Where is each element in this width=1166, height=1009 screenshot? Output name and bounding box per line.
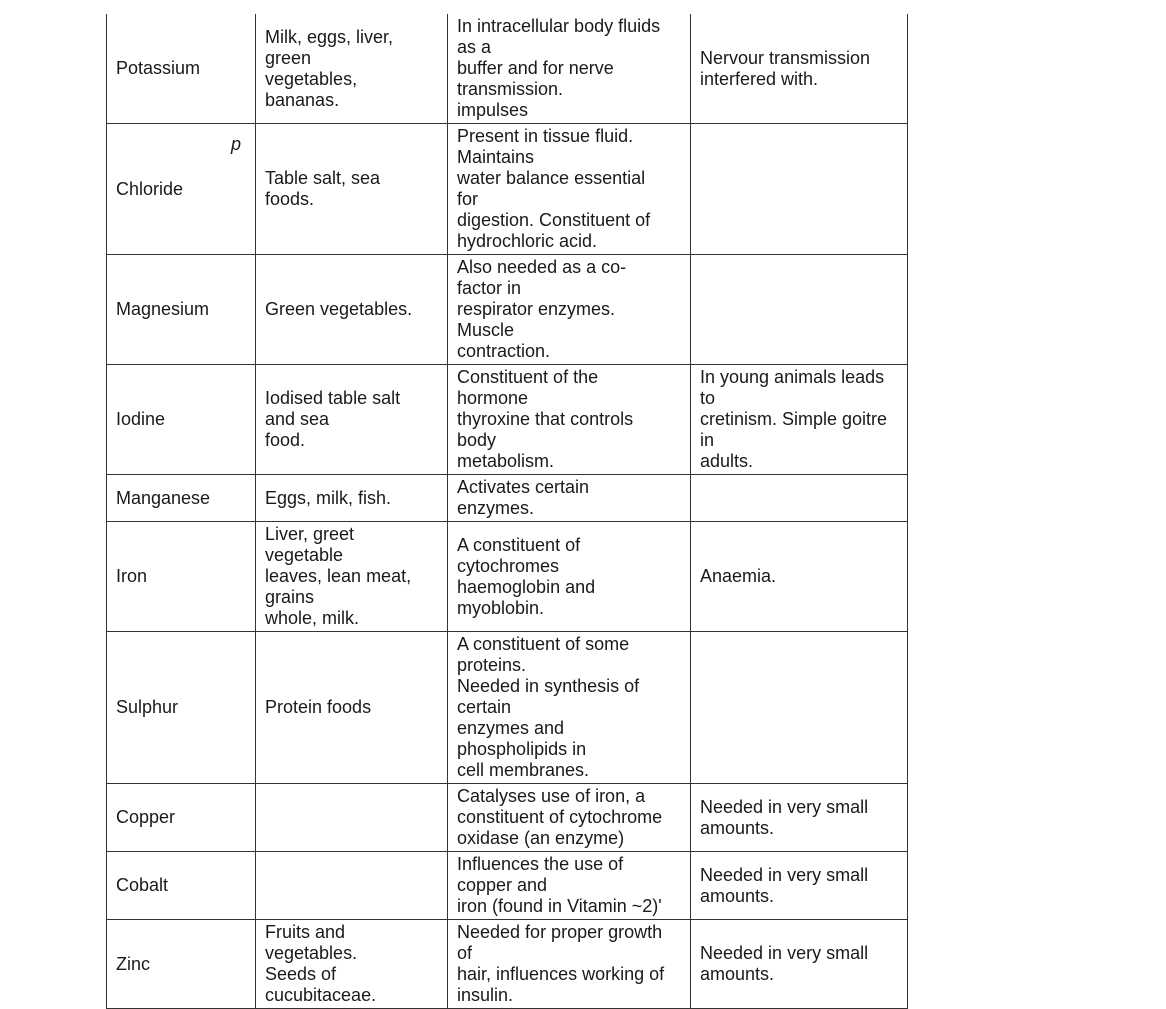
table-row bbox=[107, 475, 908, 522]
functions-cell bbox=[448, 522, 691, 632]
source-line: vegetables. bbox=[265, 943, 358, 963]
deficiency-cell bbox=[691, 365, 908, 475]
deficiency-line: Needed in very small bbox=[700, 864, 869, 885]
minerals-table bbox=[106, 14, 908, 1009]
source-line: vegetables, bbox=[265, 68, 358, 89]
mineral-cell bbox=[107, 124, 256, 255]
mineral-cell bbox=[107, 255, 256, 365]
mineral-cell bbox=[107, 14, 256, 124]
sources-cell bbox=[256, 784, 448, 852]
deficiency-line: to bbox=[700, 388, 716, 408]
sources-cell bbox=[256, 522, 448, 632]
function-line: myoblobin. bbox=[457, 597, 545, 618]
source-line: green bbox=[265, 47, 312, 68]
function-line: buffer and for nerve bbox=[457, 58, 614, 78]
source-line: foods. bbox=[265, 189, 315, 209]
deficiency-line: in bbox=[700, 430, 715, 450]
deficiency-line: Needed in very small bbox=[700, 796, 869, 817]
mineral-name: Chloride bbox=[116, 178, 184, 199]
function-line: impulses bbox=[457, 100, 529, 120]
mineral-name: Manganese bbox=[116, 487, 211, 508]
deficiency-line: interfered with. bbox=[700, 68, 819, 89]
mineral-name: Potassium bbox=[116, 58, 201, 78]
deficiency-cell bbox=[691, 920, 908, 1009]
sources-cell bbox=[256, 920, 448, 1009]
source-line: Liver, greet bbox=[265, 524, 355, 544]
function-line: cytochromes bbox=[457, 555, 560, 576]
functions-cell bbox=[448, 365, 691, 475]
mineral-cell bbox=[107, 522, 256, 632]
mineral-name: Iron bbox=[116, 566, 148, 586]
function-line: proteins. bbox=[457, 655, 527, 675]
sources-cell bbox=[256, 255, 448, 365]
function-line: A constituent of bbox=[457, 534, 581, 555]
table-row bbox=[107, 255, 908, 365]
functions-cell bbox=[448, 14, 691, 124]
function-line: certain bbox=[457, 697, 512, 717]
deficiency-line: In young animals leads bbox=[700, 367, 885, 387]
function-line: oxidase (an enzyme) bbox=[457, 828, 625, 848]
sources-cell bbox=[256, 852, 448, 920]
mineral-cell bbox=[107, 365, 256, 475]
function-line: enzymes. bbox=[457, 498, 535, 518]
function-line: Maintains bbox=[457, 147, 535, 167]
functions-cell bbox=[448, 255, 691, 365]
deficiency-line: Anaemia. bbox=[700, 566, 777, 586]
source-line: cucubitaceae. bbox=[265, 985, 377, 1005]
function-line: respirator enzymes. bbox=[457, 299, 616, 319]
deficiency-cell bbox=[691, 632, 908, 784]
source-line: Fruits and bbox=[265, 922, 346, 942]
function-line: In intracellular body fluids bbox=[457, 16, 661, 36]
sources-cell bbox=[256, 632, 448, 784]
function-line: Constituent of the bbox=[457, 367, 599, 387]
function-line: Catalyses use of iron, a bbox=[457, 786, 646, 806]
source-line: Iodised table salt bbox=[265, 388, 401, 408]
function-line: haemoglobin and bbox=[457, 576, 596, 597]
mineral-cell bbox=[107, 475, 256, 522]
functions-cell bbox=[448, 852, 691, 920]
mineral-name: Sulphur bbox=[116, 697, 179, 717]
mineral-name: Zinc bbox=[116, 953, 151, 974]
function-line: Also needed as a co- bbox=[457, 257, 627, 277]
table-row bbox=[107, 920, 908, 1009]
function-line: of bbox=[457, 943, 473, 963]
source-line: Seeds of bbox=[265, 964, 337, 984]
function-line: Muscle bbox=[457, 320, 515, 340]
sources-cell bbox=[256, 14, 448, 124]
source-line: Table salt, sea bbox=[265, 168, 381, 188]
function-line: phospholipids in bbox=[457, 739, 587, 759]
source-line: food. bbox=[265, 430, 306, 450]
table-row bbox=[107, 784, 908, 852]
function-line: constituent of cytochrome bbox=[457, 807, 663, 827]
deficiency-line: Nervour transmission bbox=[700, 47, 871, 68]
function-line: thyroxine that controls bbox=[457, 409, 634, 429]
source-line: Eggs, milk, fish. bbox=[265, 487, 392, 508]
function-line: A constituent of some bbox=[457, 634, 630, 654]
source-line: whole, milk. bbox=[265, 608, 360, 628]
mineral-name: Copper bbox=[116, 807, 176, 827]
table-row bbox=[107, 14, 908, 124]
deficiency-cell bbox=[691, 852, 908, 920]
deficiency-cell bbox=[691, 124, 908, 255]
deficiency-line: amounts. bbox=[700, 817, 775, 838]
table-row bbox=[107, 852, 908, 920]
function-line: cell membranes. bbox=[457, 760, 590, 780]
deficiency-cell bbox=[691, 784, 908, 852]
functions-cell bbox=[448, 475, 691, 522]
function-line: hair, influences working of bbox=[457, 964, 665, 984]
deficiency-cell bbox=[691, 475, 908, 522]
sources-cell bbox=[256, 365, 448, 475]
function-line: copper and bbox=[457, 875, 548, 895]
source-line: Milk, eggs, liver, bbox=[265, 26, 394, 47]
function-line: for bbox=[457, 189, 479, 209]
deficiency-line: amounts. bbox=[700, 885, 775, 906]
source-line: bananas. bbox=[265, 89, 340, 110]
function-line: Activates certain bbox=[457, 477, 590, 497]
deficiency-line: amounts. bbox=[700, 964, 775, 984]
function-line: Needed in synthesis of bbox=[457, 676, 640, 696]
deficiency-line: cretinism. Simple goitre bbox=[700, 409, 888, 429]
function-line: digestion. Constituent of bbox=[457, 210, 651, 230]
deficiency-cell bbox=[691, 522, 908, 632]
source-line: vegetable bbox=[265, 545, 344, 565]
source-line: leaves, lean meat, bbox=[265, 566, 412, 586]
source-line: and sea bbox=[265, 409, 330, 429]
functions-cell bbox=[448, 784, 691, 852]
function-line: hormone bbox=[457, 388, 529, 408]
functions-cell bbox=[448, 920, 691, 1009]
function-line: water balance essential bbox=[457, 168, 646, 188]
mineral-cell bbox=[107, 852, 256, 920]
function-line: enzymes and bbox=[457, 718, 565, 738]
function-line: body bbox=[457, 430, 497, 450]
function-line: hydrochloric acid. bbox=[457, 231, 598, 251]
mineral-name: Cobalt bbox=[116, 875, 169, 895]
source-line: grains bbox=[265, 587, 315, 607]
function-line: factor in bbox=[457, 278, 522, 298]
table-row bbox=[107, 365, 908, 475]
stray-mark: p bbox=[230, 134, 241, 154]
function-line: Needed for proper growth bbox=[457, 922, 663, 942]
deficiency-cell bbox=[691, 255, 908, 365]
function-line: as a bbox=[457, 37, 492, 57]
function-line: contraction. bbox=[457, 341, 551, 361]
function-line: Present in tissue fluid. bbox=[457, 126, 634, 146]
mineral-cell bbox=[107, 920, 256, 1009]
mineral-name: Magnesium bbox=[116, 299, 210, 319]
function-line: insulin. bbox=[457, 985, 514, 1005]
source-line: Green vegetables. bbox=[265, 299, 413, 319]
deficiency-line: adults. bbox=[700, 451, 754, 471]
table-row bbox=[107, 632, 908, 784]
mineral-cell bbox=[107, 784, 256, 852]
table-row bbox=[107, 124, 908, 255]
function-line: Influences the use of bbox=[457, 854, 624, 874]
function-line: metabolism. bbox=[457, 451, 555, 471]
deficiency-line: Needed in very small bbox=[700, 943, 869, 963]
functions-cell bbox=[448, 124, 691, 255]
mineral-name: Iodine bbox=[116, 409, 166, 429]
sources-cell bbox=[256, 124, 448, 255]
mineral-cell bbox=[107, 632, 256, 784]
source-line: Protein foods bbox=[265, 697, 372, 717]
functions-cell bbox=[448, 632, 691, 784]
deficiency-cell bbox=[691, 14, 908, 124]
function-line: iron (found in Vitamin ~2)' bbox=[457, 896, 662, 916]
function-line: transmission. bbox=[457, 79, 564, 99]
table-row bbox=[107, 522, 908, 632]
sources-cell bbox=[256, 475, 448, 522]
